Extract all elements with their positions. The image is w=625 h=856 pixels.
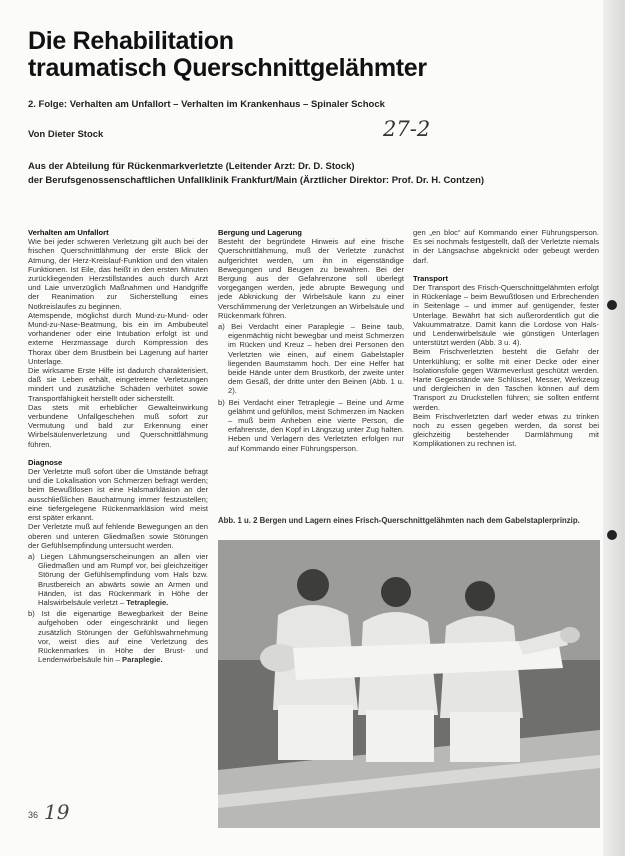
text-column-3 — [413, 228, 599, 449]
binder-hole — [607, 300, 617, 310]
rescue-photo — [218, 540, 600, 828]
affiliation — [28, 160, 484, 188]
page-number: 36 — [28, 810, 39, 820]
bergung-list — [218, 322, 404, 453]
binder-hole — [607, 530, 617, 540]
affiliation-line-2: der Berufsgenossenschaftlichen Unfallklinik Frankfurt/Main (Ärztlicher Direktor: Prof. Dr. H. Contzen) — [28, 175, 485, 186]
paragraph: Besteht der begründete Hinweis auf eine frische Querschnittlähmung, muß der Verletzte zunächst aufgerichtet werden, um ihn in eigenständige Bewegungen und Beugen zu bewahren. Bei der Bergung aus der Gefahrenzone soll überlegt vorgegangen werden, jede abrupte Bewegung und jede Abknickung der Wirbelsäule kann zu einer Verschlimmerung der Verletzungen an Wirbelsäule und Rückenmark führen. — [218, 237, 404, 320]
section-heading-transport: Transport — [413, 273, 449, 283]
title-line-1: Die Rehabilitation — [28, 27, 234, 55]
paragraph: Beim Frischverletzten besteht die Gefahr der Unterkühlung; er sollte mit einer Decke oder einer Isolationsfolie gegen Wärmeverlust geschützt werden. Harte Gegenstände wie Schlüssel, Messer, Werkzeug und dergleichen in den Taschen können auf dem Transport zu Druckstellen führen; sie sollten entfernt werden. — [413, 347, 599, 412]
paragraph: Wie bei jeder schweren Verletzung gilt auch bei der frischen Querschnittlähmung der erste Blick der Atmung, der Herz-Kreislauf-Funktion und den vitalen Funktionen. Ist Eile, das heißt in den ersten Minuten zurückliegenden Herzstillstandes auch durch Arzt und Laie unverzüglich Maßnahmen und Handgriffe der Reanimation zur Sicherstellung eines Notkreislaufes zu beginnen. — [28, 237, 208, 311]
author-line: Von Dieter Stock — [28, 129, 104, 140]
section-heading-diagnose: Diagnose — [28, 457, 63, 467]
paragraph: Der Verletzte muß auf fehlende Bewegungen an den oberen und unteren Gliedmaßen sowie Störungen der Gefühlsempfindung untersucht werden. — [28, 522, 208, 550]
list-item: a) Liegen Lähmungserscheinungen an allen vier Gliedmaßen und am Rumpf vor, bei gleichzeitiger Störung der Gefühlsempfindung vom Hals bzw. Brustbereich an abwärts sowie an Armen und Händen, ist das Rückenmark in Höhe der Halswirbelsäule verletzt – Tetraplegie. — [28, 551, 208, 607]
article-subtitle: 2. Folge: Verhalten am Unfallort – Verhalten im Krankenhaus – Spinaler Schock — [28, 99, 385, 110]
scan-edge — [603, 0, 625, 856]
affiliation-line-1: Aus der Abteilung für Rückenmarkverletzte (Leitender Arzt: Dr. D. Stock) — [28, 161, 355, 172]
diagnosis-list — [28, 552, 208, 664]
paragraph: Der Verletzte muß sofort über die Umstände befragt und die Lokalisation von Schmerzen befragt werden; beim Bewußtlosen ist eine Halsmarkläsion an der ausschließlichen Bauchatmung immer festzustellen; eine tiefergelegene Rückenmarkläsion wird meist erst später erkannt. — [28, 467, 208, 523]
title-line-2: traumatisch Querschnittgelähmter — [28, 54, 427, 82]
paragraph: Der Transport des Frisch-Querschnittgelähmten erfolgt in Rückenlage – beim Bewußtlosen und Erbrechenden in Seitenlage – und immer auf genügender, fester Unterlage. Bewährt hat sich außerordentlich gut die Vakuummatratze. Damit kann die Lordose von Hals- und Lendenwirbelsäule wie günstigen Unterlagen unterstützt werden (Abb. 3 u. 4). — [413, 283, 599, 348]
article-title — [28, 28, 427, 82]
paragraph: gen „en bloc“ auf Kommando einer Führungsperson. Es sei nochmals festgestellt, daß der Verletzte niemals in der Längsachse abgeknickt oder gebeugt werden darf. — [413, 228, 599, 265]
text-column-1 — [28, 228, 208, 668]
paragraph: Atemspende, möglichst durch Mund-zu-Mund- oder Mund-zu-Nase-Beatmung, bis ein im Ambubeutel vorhandener oder eine Intubation erfolgt ist und externe Herzmassage durch Kompression des Thorax über dem Brustbein bei Lagerung auf harter Unterlage. — [28, 310, 208, 366]
list-item: b) Bei Verdacht einer Tetraplegie – Beine und Arme gelähmt und gefühllos, meist Schmerzen im Nacken – muß beim Anheben eine vierte Person, die erfahrenste, den Kopf in Längszug unter Zug halten. Heben und Verlagern des Verletzten erfolgen nur auf Kommando einer Führungsperson. — [218, 397, 404, 453]
section-heading-bergung: Bergung und Lagerung — [218, 228, 302, 237]
paragraph: Das stets mit erheblicher Gewalteinwirkung verbundene Unfallgeschehen muß sofort zur Vermutung und bald zur Erkennung einer Wirbelsäulenverletzung und Querschnittlähmung führen. — [28, 402, 208, 449]
section-heading-unfallort: Verhalten am Unfallort — [28, 228, 109, 237]
handwritten-note: 27-2 — [383, 117, 431, 141]
list-item: b) Ist die eigenartige Bewegbarkeit der Beine aufgehoben oder eingeschränkt und liegen zusätzlich Störungen der Gefühlswahrnehmung vor, weist dies auf eine Verletzung des Rückenmarkes in Höhe der Brust- und Lendenwirbelsäule hin – Paraplegie. — [28, 609, 208, 665]
text-column-2 — [218, 228, 404, 457]
list-item: a) Bei Verdacht einer Paraplegie – Beine taub, eigenmächtig nicht bewegbar und meist Schmerzen im Rücken und Kreuz – heben drei Personen den Verletzten wie einen, auf einem Gabelstapler liegenden Baumstamm hoch. Der eine Helfer hat beide Hände unter dem Brustkorb, der zweite unter dem Gesäß, der dritte unter den Beinen (Abb. 1 u. 2). — [218, 322, 404, 396]
handwritten-page-number: 19 — [44, 800, 70, 824]
paragraph: Beim Frischverletzten darf weder etwas zu trinken noch zu essen gegeben werden, da sonst bei gleichzeitig bestehender Darmlähmung mit Komplikationen zu rechnen ist. — [413, 411, 599, 449]
paragraph: Die wirksame Erste Hilfe ist dadurch charakterisiert, daß sie Leben erhält, eingetretene Verletzungen mindert und zusätzliche Schäden verhütet sowie Transportfähigkeit herstellt oder sicherstellt. — [28, 366, 208, 403]
figure-caption: Abb. 1 u. 2 Bergen und Lagern eines Frisch-Querschnittgelähmten nach dem Gabelstaplerprinzip. — [218, 516, 580, 525]
